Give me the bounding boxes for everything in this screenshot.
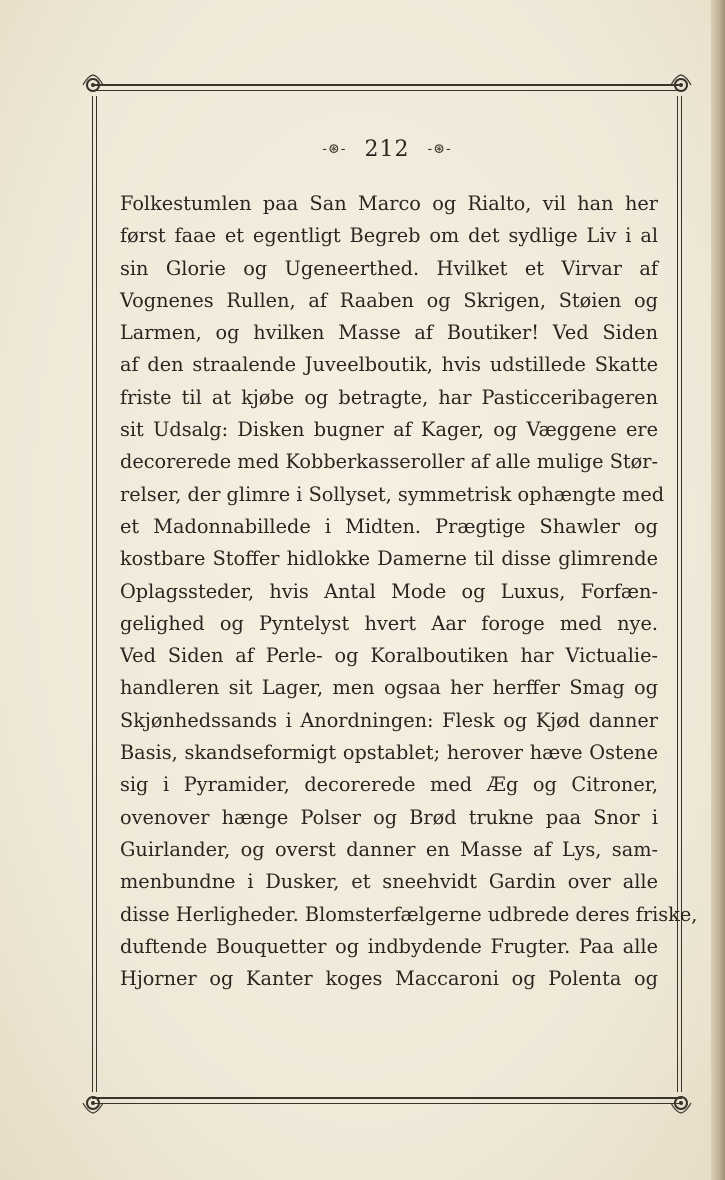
text-line: disse Herligheder. Blomsterfælgerne udbrede deres friske, xyxy=(120,902,698,926)
text-line: handleren sit Lager, men ogsaa her herffer Smag og xyxy=(120,676,658,700)
text-line: Hjorner og Kanter koges Maccaroni og Polenta og xyxy=(120,967,658,991)
header-ornament-left: -⊛- xyxy=(322,141,347,157)
page-header xyxy=(92,136,682,162)
text-line: menbundne i Dusker, et sneehvidt Gardin over alle xyxy=(120,870,658,894)
border-rule-top xyxy=(92,84,682,91)
text-line: duftende Bouquetter og indbydende Frugter. Paa alle xyxy=(120,934,658,958)
header-ornament-right: -⊛- xyxy=(427,141,452,157)
text-line: Skjønhedssands i Anordningen: Flesk og Kjød danner xyxy=(120,708,658,732)
text-line: sin Glorie og Ugeneerthed. Hvilket et Virvar af xyxy=(120,256,658,280)
text-line: sit Udsalg: Disken bugner af Kager, og Væggene ere xyxy=(120,418,658,442)
text-line: af den straalende Juveelboutik, hvis udstillede Skatte xyxy=(120,353,658,377)
corner-ornament-icon xyxy=(668,1090,694,1116)
border-rule-bottom xyxy=(92,1097,682,1104)
page-number: 212 xyxy=(364,136,410,162)
text-line: et Madonnabillede i Midten. Prægtige Shawler og xyxy=(120,514,658,538)
body-text xyxy=(120,188,698,995)
text-line: ovenover hænge Polser og Brød trukne paa Snor i xyxy=(120,805,658,829)
text-line: Oplagssteder, hvis Antal Mode og Luxus, Forfæn- xyxy=(120,579,658,603)
page-edge xyxy=(711,0,725,1180)
text-line: først faae et egentligt Begreb om det sydlige Liv i al xyxy=(120,224,658,248)
text-line: Basis, skandseformigt opstablet; herover hæve Ostene xyxy=(120,741,658,765)
border-rule-right xyxy=(677,96,682,1092)
text-line: Folkestumlen paa San Marco og Rialto, vil han her xyxy=(120,192,658,215)
text-line: decorerede med Kobberkasseroller af alle mulige Stør- xyxy=(120,450,658,474)
corner-ornament-icon xyxy=(668,72,694,98)
text-line: friste til at kjøbe og betragte, har Pasticceribageren xyxy=(120,385,658,409)
text-line: kostbare Stoffer hidlokke Damerne til disse glimrende xyxy=(120,547,658,571)
text-line: Ved Siden af Perle- og Koralboutiken har Victualie- xyxy=(120,644,658,668)
corner-ornament-icon xyxy=(80,1090,106,1116)
text-line: gelighed og Pyntelyst hvert Aar foroge med nye. xyxy=(120,611,658,635)
text-line: Larmen, og hvilken Masse af Boutiker! Ved Siden xyxy=(120,321,658,345)
text-line: Guirlander, og overst danner en Masse af Lys, sam- xyxy=(120,837,658,861)
text-line: Vognenes Rullen, af Raaben og Skrigen, Støien og xyxy=(120,288,658,312)
corner-ornament-icon xyxy=(80,72,106,98)
ornamental-border xyxy=(92,84,698,1104)
border-rule-left xyxy=(92,96,97,1092)
text-line: relser, der glimre i Sollyset, symmetrisk ophængte med xyxy=(120,482,665,506)
text-line: sig i Pyramider, decorerede med Æg og Citroner, xyxy=(120,773,658,797)
